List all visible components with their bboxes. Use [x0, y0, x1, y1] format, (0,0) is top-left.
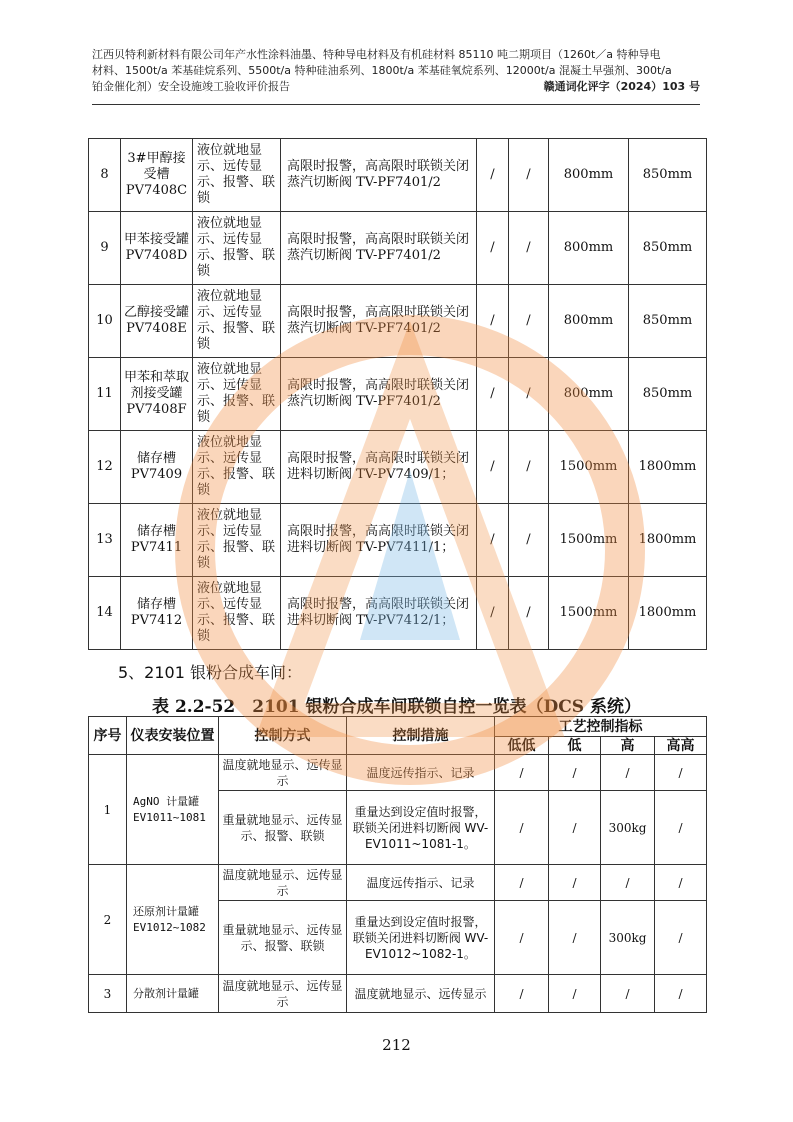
table-row	[89, 975, 707, 1013]
section-title: 5、2101 银粉合成车间：	[118, 663, 302, 682]
instrument-location: 甲苯接受罐 PV7408D	[121, 212, 193, 285]
row-number: 11	[89, 358, 121, 431]
high-high-value: /	[655, 975, 707, 1013]
control-measure: 重量达到设定值时报警，联锁关闭进料切断阀 WV-EV1012~1082-1。	[347, 901, 495, 975]
control-method: 温度就地显示、远传显示	[219, 865, 347, 901]
control-method: 液位就地显示、远传显示、报警、联锁	[193, 285, 281, 358]
row-number: 3	[89, 975, 127, 1013]
high-high-value: 850mm	[629, 285, 707, 358]
table-row	[89, 431, 707, 504]
header-measure: 控制措施	[347, 717, 495, 755]
header-low: 低	[549, 737, 601, 755]
control-method: 重量就地显示、远传显示、报警、联锁	[219, 901, 347, 975]
control-measure: 高限时报警，高高限时联锁关闭蒸汽切断阀 TV-PF7401/2	[281, 212, 477, 285]
high-high-value: /	[655, 901, 707, 975]
table-row	[89, 577, 707, 650]
low-value: /	[549, 791, 601, 865]
low-value: /	[509, 212, 549, 285]
row-number: 1	[89, 755, 127, 865]
instrument-location: 还原剂计量罐 EV1012~1082	[127, 865, 219, 975]
instrument-location: 甲苯和萃取剂接受罐 PV7408F	[121, 358, 193, 431]
low-value: /	[549, 865, 601, 901]
instrument-location: 分散剂计量罐	[127, 975, 219, 1013]
instrument-location: 乙醇接受罐 PV7408E	[121, 285, 193, 358]
header-process-indicators: 工艺控制指标	[495, 717, 707, 737]
header-no: 序号	[89, 717, 127, 755]
low-low-value: /	[477, 577, 509, 650]
row-number: 13	[89, 504, 121, 577]
low-value: /	[509, 577, 549, 650]
control-measure: 重量达到设定值时报警，联锁关闭进料切断阀 WV-EV1011~1081-1。	[347, 791, 495, 865]
control-method: 液位就地显示、远传显示、报警、联锁	[193, 431, 281, 504]
high-value: 1500mm	[549, 431, 629, 504]
header-control: 控制方式	[219, 717, 347, 755]
control-measure: 高限时报警，高高限时联锁关闭蒸汽切断阀 TV-PF7401/2	[281, 139, 477, 212]
control-measure: 高限时报警，高高限时联锁关闭进料切断阀 TV-PV7411/1；	[281, 504, 477, 577]
low-value: /	[509, 285, 549, 358]
low-low-value: /	[495, 865, 549, 901]
low-low-value: /	[495, 791, 549, 865]
low-value: /	[549, 975, 601, 1013]
row-number: 10	[89, 285, 121, 358]
high-value: /	[601, 865, 655, 901]
control-method: 液位就地显示、远传显示、报警、联锁	[193, 212, 281, 285]
high-high-value: /	[655, 755, 707, 791]
instrument-location: 储存槽 PV7411	[121, 504, 193, 577]
high-value: 800mm	[549, 139, 629, 212]
header-low-low: 低低	[495, 737, 549, 755]
low-low-value: /	[495, 901, 549, 975]
low-low-value: /	[477, 504, 509, 577]
table-row	[89, 358, 707, 431]
header-rule	[92, 104, 700, 105]
high-high-value: /	[655, 865, 707, 901]
page-number: 212	[382, 1036, 411, 1054]
table-row	[89, 212, 707, 285]
control-method: 温度就地显示、远传显示	[219, 755, 347, 791]
instrument-location: 储存槽 PV7412	[121, 577, 193, 650]
low-low-value: /	[477, 212, 509, 285]
row-number: 8	[89, 139, 121, 212]
row-number: 9	[89, 212, 121, 285]
high-value: /	[601, 755, 655, 791]
high-value: 300kg	[601, 791, 655, 865]
control-measure: 高限时报警，高高限时联锁关闭蒸汽切断阀 TV-PF7401/2	[281, 358, 477, 431]
high-value: 800mm	[549, 212, 629, 285]
header-line-1: 江西贝特利新材料有限公司年产水性涂料油墨、特种导电材料及有机硅材料 85110 吨二期项目（1260t／a 特种导电	[92, 48, 661, 61]
header-line-2: 材料、1500t/a 苯基硅烷系列、5500t/a 特种硅油系列、1800t/a 苯基硅氧烷系列、12000t/a 混凝土早强剂、300t/a	[92, 64, 672, 77]
control-measure: 高限时报警，高高限时联锁关闭蒸汽切断阀 TV-PF7401/2	[281, 285, 477, 358]
control-method: 液位就地显示、远传显示、报警、联锁	[193, 358, 281, 431]
table-row	[89, 865, 707, 901]
table-caption: 表 2.2-52 2101 银粉合成车间联锁自控一览表（DCS 系统）	[152, 697, 641, 717]
low-value: /	[509, 358, 549, 431]
low-low-value: /	[477, 139, 509, 212]
header-line-3	[92, 79, 700, 95]
high-high-value: 850mm	[629, 358, 707, 431]
high-high-value: 1800mm	[629, 504, 707, 577]
low-low-value: /	[477, 358, 509, 431]
control-method: 重量就地显示、远传显示、报警、联锁	[219, 791, 347, 865]
control-measure: 高限时报警，高高限时联锁关闭进料切断阀 TV-PV7409/1；	[281, 431, 477, 504]
interlock-table-continued	[88, 138, 707, 650]
low-low-value: /	[495, 975, 549, 1013]
low-low-value: /	[477, 431, 509, 504]
high-high-value: 850mm	[629, 139, 707, 212]
header-location: 仪表安装位置	[127, 717, 219, 755]
silver-powder-interlock-table	[88, 716, 707, 1013]
table-row	[89, 755, 707, 791]
control-measure: 温度就地显示、远传显示	[347, 975, 495, 1013]
high-high-value: 850mm	[629, 212, 707, 285]
header-high-high: 高高	[655, 737, 707, 755]
instrument-location: AgNO 计量罐 EV1011~1081	[127, 755, 219, 865]
high-high-value: 1800mm	[629, 431, 707, 504]
high-value: 800mm	[549, 358, 629, 431]
instrument-location: 3#甲醇接受槽 PV7408C	[121, 139, 193, 212]
header-report-title: 铂金催化剂）安全设施竣工验收评价报告	[92, 80, 290, 93]
high-value: 300kg	[601, 901, 655, 975]
table-row	[89, 139, 707, 212]
low-value: /	[549, 755, 601, 791]
high-value: 1500mm	[549, 504, 629, 577]
low-value: /	[549, 901, 601, 975]
control-measure: 高限时报警，高高限时联锁关闭进料切断阀 TV-PV7412/1；	[281, 577, 477, 650]
high-high-value: /	[655, 791, 707, 865]
low-value: /	[509, 431, 549, 504]
control-method: 液位就地显示、远传显示、报警、联锁	[193, 139, 281, 212]
low-low-value: /	[495, 755, 549, 791]
header-high: 高	[601, 737, 655, 755]
control-method: 液位就地显示、远传显示、报警、联锁	[193, 577, 281, 650]
high-value: /	[601, 975, 655, 1013]
row-number: 14	[89, 577, 121, 650]
header-report-code: 赣通词化评字（2024）103 号	[543, 80, 700, 93]
control-measure: 温度远传指示、记录	[347, 755, 495, 791]
high-value: 800mm	[549, 285, 629, 358]
row-number: 12	[89, 431, 121, 504]
row-number: 2	[89, 865, 127, 975]
low-value: /	[509, 139, 549, 212]
control-method: 液位就地显示、远传显示、报警、联锁	[193, 504, 281, 577]
low-low-value: /	[477, 285, 509, 358]
control-measure: 温度远传指示、记录	[347, 865, 495, 901]
low-value: /	[509, 504, 549, 577]
instrument-location: 储存槽 PV7409	[121, 431, 193, 504]
table-row	[89, 504, 707, 577]
high-high-value: 1800mm	[629, 577, 707, 650]
table-row	[89, 285, 707, 358]
page-header	[92, 47, 700, 95]
high-value: 1500mm	[549, 577, 629, 650]
control-method: 温度就地显示、远传显示	[219, 975, 347, 1013]
